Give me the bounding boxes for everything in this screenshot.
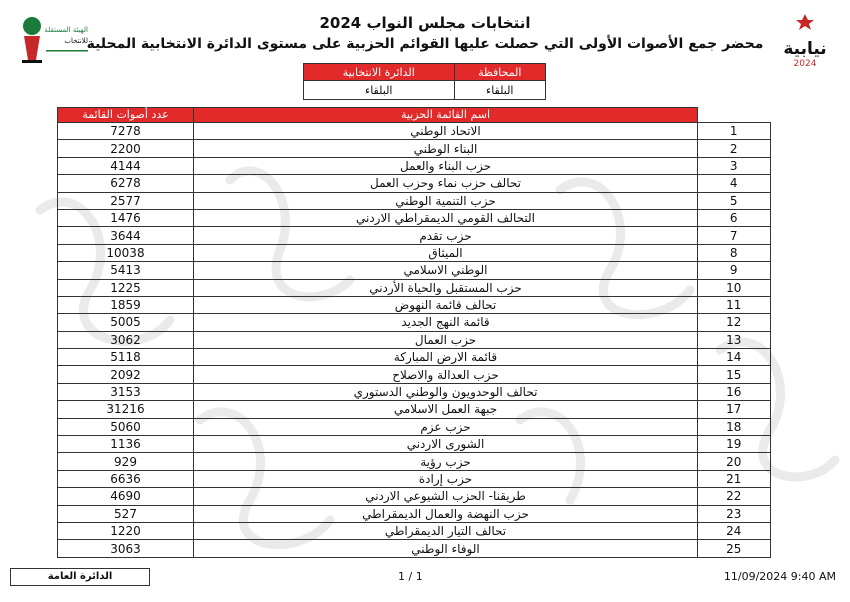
district-value: البلقاء — [304, 81, 455, 100]
table-row — [58, 262, 771, 279]
table-row — [58, 505, 771, 522]
list-votes: 6278 — [58, 175, 194, 192]
logo-text-line2: للانتخاب — [64, 37, 88, 45]
table-row — [58, 123, 771, 140]
row-number: 24 — [698, 522, 771, 539]
row-number: 25 — [698, 540, 771, 557]
table-row — [58, 157, 771, 174]
list-name: تحالف الوحدويون والوطني الدستوري — [194, 383, 698, 400]
page-number: 1 / 1 — [398, 570, 423, 583]
table-row — [58, 227, 771, 244]
list-name: الوطني الاسلامي — [194, 262, 698, 279]
row-number: 9 — [698, 262, 771, 279]
list-votes: 31216 — [58, 401, 194, 418]
table-row — [58, 331, 771, 348]
page-subtitle: محضر جمع الأصوات الأولى التي حصلت عليها القوائم الحزبية على مستوى الدائرة الانتخابية المحلية — [86, 36, 764, 52]
row-number: 10 — [698, 279, 771, 296]
list-name: حزب رؤية — [194, 453, 698, 470]
list-votes: 1220 — [58, 522, 194, 539]
table-row — [58, 140, 771, 157]
row-number: 18 — [698, 418, 771, 435]
row-number: 3 — [698, 157, 771, 174]
list-name: قائمة الارض المباركة — [194, 349, 698, 366]
list-name: الوفاء الوطني — [194, 540, 698, 557]
list-name: التحالف القومي الديمقراطي الاردني — [194, 209, 698, 226]
row-number: 14 — [698, 349, 771, 366]
list-votes: 6636 — [58, 470, 194, 487]
table-header-row — [58, 108, 771, 123]
row-number: 8 — [698, 244, 771, 261]
list-name: حزب العدالة والاصلاح — [194, 366, 698, 383]
list-name: حزب النهضة والعمال الديمقراطي — [194, 505, 698, 522]
row-number: 13 — [698, 331, 771, 348]
list-votes: 3063 — [58, 540, 194, 557]
row-number: 21 — [698, 470, 771, 487]
table-row — [58, 244, 771, 261]
row-number: 4 — [698, 175, 771, 192]
row-number: 16 — [698, 383, 771, 400]
footer-department: الدائرة العامة — [10, 568, 150, 586]
list-name: حزب المستقبل والحياة الأردني — [194, 279, 698, 296]
header-num-empty — [698, 108, 771, 123]
list-votes: 527 — [58, 505, 194, 522]
governorate-label: المحافظة — [454, 64, 545, 81]
table-row — [58, 175, 771, 192]
row-number: 20 — [698, 453, 771, 470]
list-name: تحالف التيار الديمقراطي — [194, 522, 698, 539]
table-row — [58, 314, 771, 331]
governorate-value: البلقاء — [454, 81, 545, 100]
list-votes: 2092 — [58, 366, 194, 383]
row-number: 19 — [698, 436, 771, 453]
table-row — [58, 540, 771, 557]
list-name: جبهة العمل الاسلامي — [194, 401, 698, 418]
header-votes: عدد أصوات القائمة — [58, 108, 194, 123]
row-number: 22 — [698, 488, 771, 505]
table-row — [58, 192, 771, 209]
row-number: 6 — [698, 209, 771, 226]
logo-text-line1: الهيئة المستقلة — [44, 26, 88, 34]
list-votes: 5005 — [58, 314, 194, 331]
table-row — [58, 209, 771, 226]
row-number: 11 — [698, 296, 771, 313]
list-name: حزب إرادة — [194, 470, 698, 487]
table-row — [58, 453, 771, 470]
row-number: 5 — [698, 192, 771, 209]
list-votes: 3153 — [58, 383, 194, 400]
list-votes: 929 — [58, 453, 194, 470]
table-row — [58, 349, 771, 366]
table-row — [58, 418, 771, 435]
row-number: 23 — [698, 505, 771, 522]
list-votes: 4144 — [58, 157, 194, 174]
list-votes: 1859 — [58, 296, 194, 313]
list-votes: 5060 — [58, 418, 194, 435]
row-number: 15 — [698, 366, 771, 383]
row-number: 2 — [698, 140, 771, 157]
list-name: قائمة النهج الجديد — [194, 314, 698, 331]
table-row — [58, 296, 771, 313]
list-votes: 1225 — [58, 279, 194, 296]
logo-year: 2024 — [793, 59, 817, 68]
list-name: الاتحاد الوطني — [194, 123, 698, 140]
table-row — [58, 279, 771, 296]
list-name: تحالف قائمة النهوض — [194, 296, 698, 313]
list-votes: 1476 — [58, 209, 194, 226]
table-row — [58, 366, 771, 383]
list-name: حزب عزم — [194, 418, 698, 435]
list-name: البناء الوطني — [194, 140, 698, 157]
list-votes: 5118 — [58, 349, 194, 366]
table-row — [58, 488, 771, 505]
list-votes: 2200 — [58, 140, 194, 157]
district-info-table — [303, 63, 546, 100]
row-number: 12 — [698, 314, 771, 331]
table-row — [58, 522, 771, 539]
list-votes: 5413 — [58, 262, 194, 279]
list-name: الميثاق — [194, 244, 698, 261]
list-name: طريقنا- الحزب الشيوعي الاردني — [194, 488, 698, 505]
logo-word: نيابية — [783, 39, 827, 59]
district-label: الدائرة الانتخابية — [304, 64, 455, 81]
list-name: حزب التنمية الوطني — [194, 192, 698, 209]
list-name: حزب تقدم — [194, 227, 698, 244]
results-table — [57, 107, 771, 558]
list-votes: 10038 — [58, 244, 194, 261]
table-row — [58, 470, 771, 487]
row-number: 1 — [698, 123, 771, 140]
table-row — [58, 436, 771, 453]
print-datetime: 11/09/2024 9:40 AM — [723, 570, 836, 583]
list-name: حزب البناء والعمل — [194, 157, 698, 174]
list-votes: 3062 — [58, 331, 194, 348]
row-number: 17 — [698, 401, 771, 418]
row-number: 7 — [698, 227, 771, 244]
list-name: الشورى الاردني — [194, 436, 698, 453]
list-votes: 4690 — [58, 488, 194, 505]
list-votes: 3644 — [58, 227, 194, 244]
table-row — [58, 383, 771, 400]
list-votes: 2577 — [58, 192, 194, 209]
header-list-name: اسم القائمة الحزبية — [194, 108, 698, 123]
list-name: تحالف حزب نماء وحزب العمل — [194, 175, 698, 192]
list-votes: 1136 — [58, 436, 194, 453]
list-votes: 7278 — [58, 123, 194, 140]
table-row — [58, 401, 771, 418]
list-name: حزب العمال — [194, 331, 698, 348]
page-title: انتخابات مجلس النواب 2024 — [319, 14, 531, 32]
